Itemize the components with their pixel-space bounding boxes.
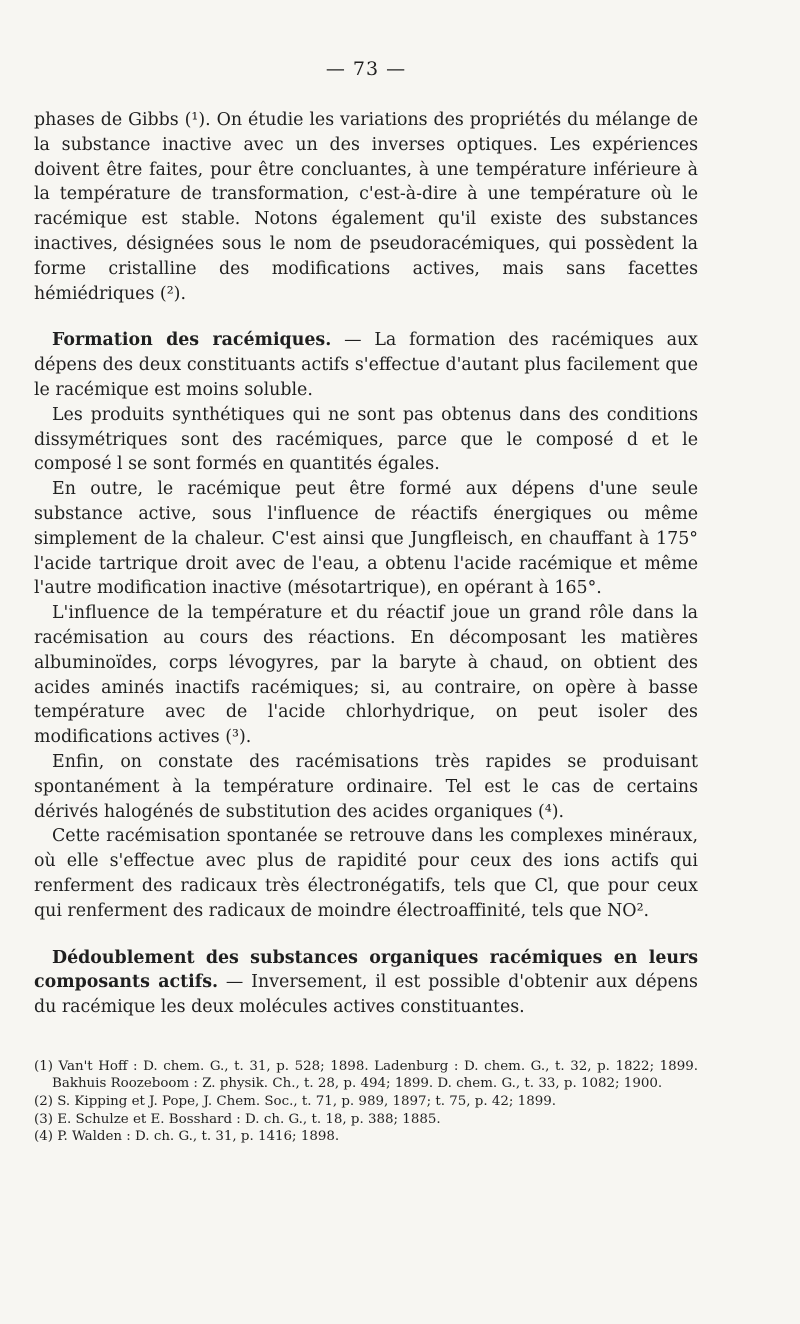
footnote-3: (3) E. Schulze et E. Bosshard : D. ch. G., t. 18, p. 388; 1885. [34,1111,441,1127]
paragraph-gibbs-phases: phases de Gibbs (¹). On étudie les variations des propriétés du mélange de la substance inactive avec un des inverses optiques. Les expériences doivent être faites, pour être concluantes, à une température inférieure à la température de transformation, c'est-à-dire à une température où le racémique est stable. Notons également qu'il existe des substances inactives, désignées sous le nom de pseudoracémiques, qui possèdent la forme cristalline des modifications actives, mais sans facettes hémiédriques (²). [34,110,698,304]
paragraph-jungfleisch: En outre, le racémique peut être formé aux dépens d'une seule substance active, sous l'influence de réactifs énergiques ou même simplement de la chaleur. C'est ainsi que Jungfleisch, en chauffant à 175° l'acide tartrique droit avec de l'eau, a obtenu l'acide racémique et même l'autre modification inactive (mésotartrique), en opérant à 165°. [34,479,698,599]
footnote-1: (1) Van't Hoff : D. chem. G., t. 31, p. 528; 1898. Ladenburg : D. chem. G., t. 32, p. 1822; 1899. Bakhuis Roozeboom : Z. physik. Ch., t. 28, p. 494; 1899. D. chem. G., t. 33, p. 1082; 1900. [34,1058,698,1092]
section-text-dedoublement: — Inversement, il est possible d'obtenir aux dépens du racémique les deux molécules actives constituantes. [34,972,698,1018]
page-number: — 73 — [325,58,407,80]
section-text-formation: — La formation des racémiques aux dépens des deux constituants actifs s'effectue d'autant plus facilement que le racémique est moins soluble. [34,330,698,400]
section-dedoublement [34,946,698,1020]
paragraph-racemisations-rapides: Enfin, on constate des racémisations très rapides se produisant spontanément à la température ordinaire. Tel est le cas de certains dérivés halogénés de substitution des acides organiques (⁴). [34,751,698,822]
section-heading-formation: Formation des racémiques. [52,330,332,351]
footnotes [34,1058,698,1146]
paragraph-influence-temperature: L'influence de la température et du réactif joue un grand rôle dans la racémisation au cours des réactions. En décomposant les matières albuminoïdes, corps lévogyres, par la baryte à chaud, on obtient des acides aminés inactifs racémiques; si, au contraire, on opère à basse température avec de l'acide chlorhydrique, on peut isoler des modifications actives (³). [34,603,698,748]
footnote-4: (4) P. Walden : D. ch. G., t. 31, p. 1416; 1898. [34,1129,340,1145]
section-formation-des-racemiques [34,328,698,402]
footnote-2: (2) S. Kipping et J. Pope, J. Chem. Soc., t. 71, p. 989, 1897; t. 75, p. 42; 1899. [34,1094,557,1110]
section-heading-dedoublement: Dédoublement des substances organiques racémiques en leurs composants actifs. [34,947,698,993]
paragraph-produits-synthetiques: Les produits synthétiques qui ne sont pas obtenus dans des conditions dissymétriques sont des racémiques, parce que le composé d et le composé l se sont formés en quantités égales. [34,404,698,475]
paragraph-complexes-mineraux: Cette racémisation spontanée se retrouve dans les complexes minéraux, où elle s'effectue avec plus de rapidité pour ceux des ions actifs qui renferment des radicaux très électronégatifs, tels que Cl, que pour ceux qui renferment des radicaux de moindre électroaffinité, tels que NO². [34,826,698,921]
